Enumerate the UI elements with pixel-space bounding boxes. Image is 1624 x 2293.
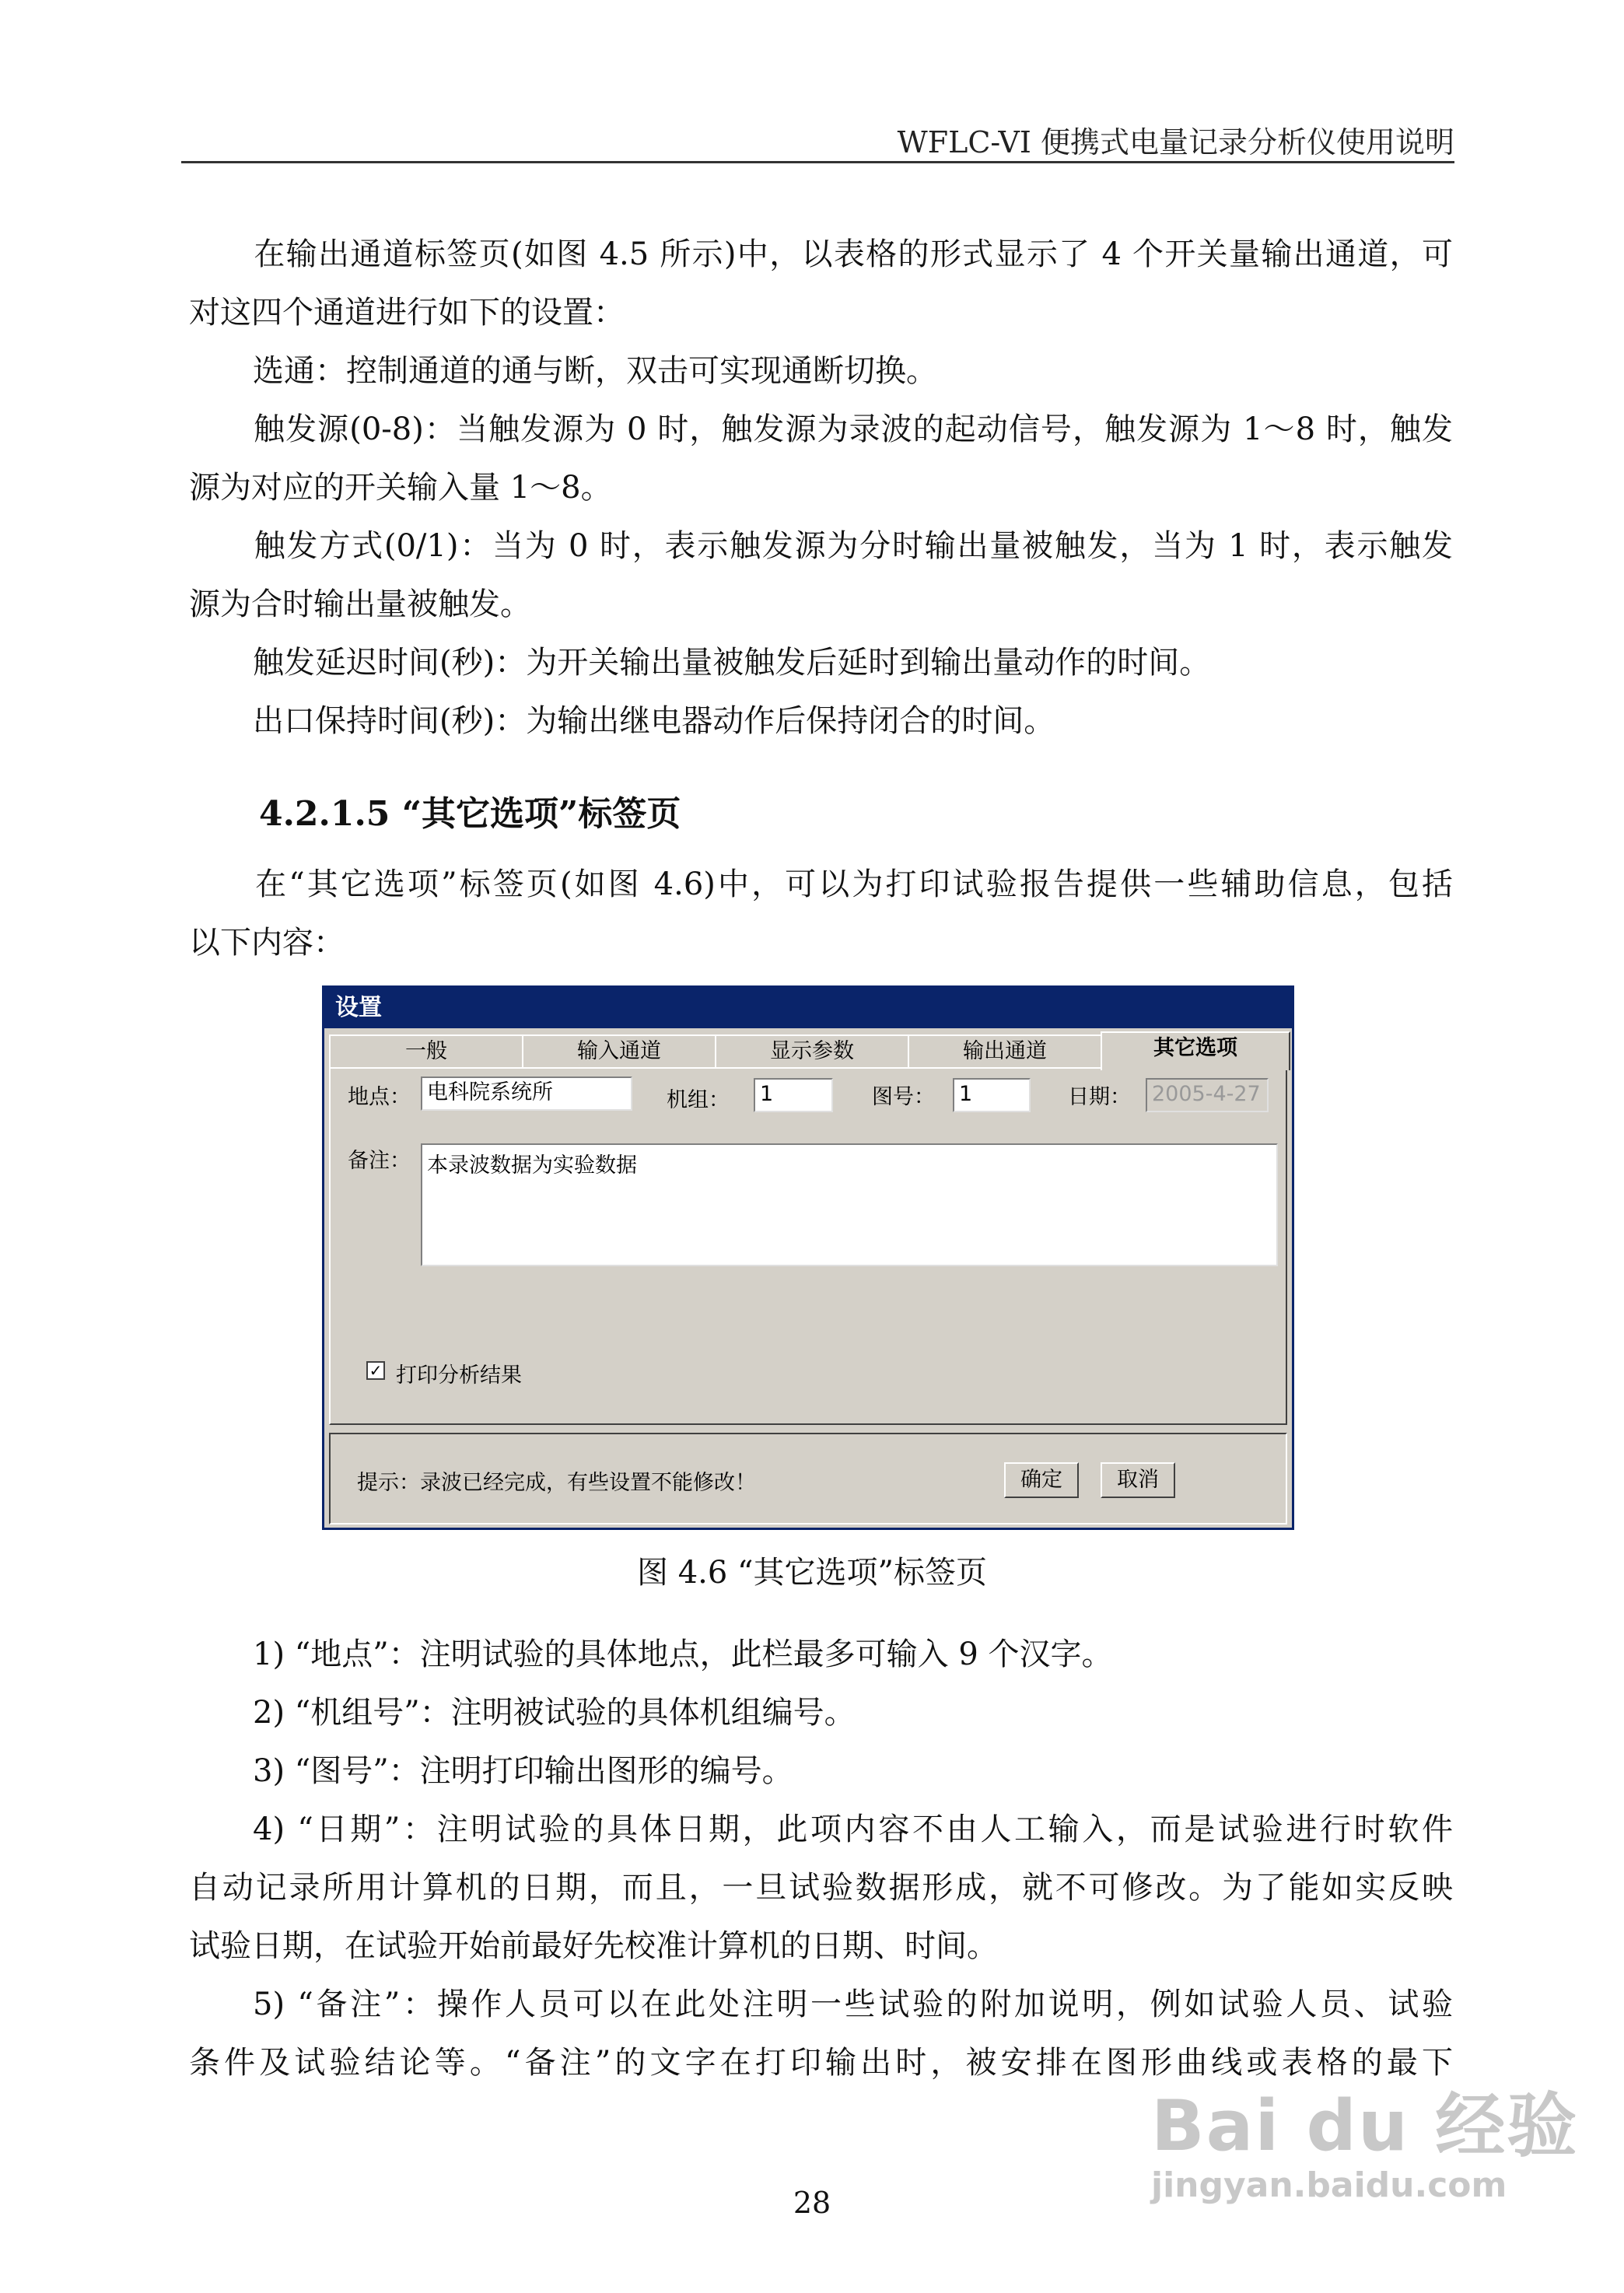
- date-label: 日期：: [1068, 1085, 1131, 1109]
- paragraph-2: 选通：控制通道的通与断，双击可实现通断切换。: [253, 353, 937, 389]
- tab-strip: [329, 1031, 1287, 1069]
- tab-other-options[interactable]: 其它选项: [1101, 1031, 1290, 1070]
- list-item-4b: 自动记录所用计算机的日期，而且，一旦试验数据形成，就不可修改。为了能如实反映: [189, 1870, 1453, 1906]
- watermark-url: jingyan.baidu.com: [1151, 2165, 1507, 2205]
- status-bar: [329, 1433, 1287, 1525]
- tab-general[interactable]: 一般: [329, 1034, 523, 1069]
- paragraph-1b: 对这四个通道进行如下的设置：: [189, 295, 625, 331]
- paragraph-1a: 在输出通道标签页(如图 4.5 所示)中，以表格的形式显示了 4 个开关量输出通道，可: [253, 236, 1453, 272]
- paragraph-5: 触发延迟时间(秒)：为开关输出量被触发后延时到输出量动作的时间。: [253, 645, 1211, 681]
- unit-input[interactable]: 1: [754, 1078, 833, 1112]
- list-item-3: 3) “图号”：注明打印输出图形的编号。: [253, 1753, 793, 1789]
- tab-input-channels[interactable]: 输入通道: [522, 1034, 716, 1069]
- running-header: WFLC-VI 便携式电量记录分析仪使用说明: [897, 125, 1454, 159]
- tab-output-channels[interactable]: 输出通道: [908, 1034, 1102, 1069]
- header-rule: [181, 161, 1454, 163]
- hint-text: 提示：录波已经完成，有些设置不能修改！: [357, 1471, 756, 1495]
- page-number: 28: [793, 2186, 831, 2220]
- paragraph-3a: 触发源(0-8)：当触发源为 0 时，触发源为录波的起动信号，触发源为 1～8 时，触发: [253, 411, 1453, 447]
- unit-label: 机组：: [667, 1088, 730, 1112]
- paragraph-7b: 以下内容：: [189, 925, 345, 961]
- date-input: 2005-4-27: [1146, 1078, 1269, 1112]
- settings-dialog: [322, 985, 1294, 1530]
- figno-input[interactable]: 1: [953, 1078, 1031, 1112]
- figure-caption: 图 4.6 “其它选项”标签页: [637, 1555, 987, 1591]
- list-item-5a: 5) “备注”：操作人员可以在此处注明一些试验的附加说明，例如试验人员、试验: [253, 1987, 1453, 2022]
- print-results-label: 打印分析结果: [396, 1364, 522, 1388]
- cancel-button[interactable]: 取消: [1101, 1462, 1175, 1498]
- location-label: 地点：: [348, 1085, 411, 1109]
- paragraph-6: 出口保持时间(秒)：为输出继电器动作后保持闭合的时间。: [253, 703, 1055, 739]
- list-item-4a: 4) “日期”：注明试验的具体日期，此项内容不由人工输入，而是试验进行时软件: [253, 1812, 1453, 1847]
- remark-label: 备注：: [348, 1149, 411, 1173]
- tab-panel: [329, 1067, 1287, 1425]
- baidu-watermark: [1151, 2069, 1578, 2205]
- list-item-5b: 条件及试验结论等。“备注”的文字在打印输出时，被安排在图形曲线或表格的最下: [189, 2045, 1453, 2081]
- paragraph-4a: 触发方式(0/1)：当为 0 时，表示触发源为分时输出量被触发，当为 1 时，表示触发: [253, 528, 1453, 564]
- paragraph-4b: 源为合时输出量被触发。: [189, 586, 531, 622]
- section-heading: 4.2.1.5 “其它选项”标签页: [259, 794, 681, 834]
- location-input[interactable]: 电科院系统所: [421, 1076, 632, 1111]
- print-results-checkbox[interactable]: ✓: [366, 1361, 385, 1380]
- watermark-brand: Bai du 经验: [1151, 2085, 1579, 2167]
- list-item-1: 1) “地点”：注明试验的具体地点，此栏最多可输入 9 个汉字。: [253, 1637, 1113, 1672]
- list-item-2: 2) “机组号”：注明被试验的具体机组编号。: [253, 1695, 856, 1731]
- remark-textarea[interactable]: 本录波数据为实验数据: [421, 1143, 1278, 1266]
- paragraph-3b: 源为对应的开关输入量 1～8。: [189, 470, 612, 506]
- dialog-title: 设置: [324, 988, 1292, 1028]
- list-item-4c: 试验日期，在试验开始前最好先校准计算机的日期、时间。: [189, 1928, 998, 1964]
- tab-display-params[interactable]: 显示参数: [715, 1034, 909, 1069]
- paragraph-7a: 在“其它选项”标签页(如图 4.6)中，可以为打印试验报告提供一些辅助信息，包括: [253, 866, 1453, 902]
- ok-button[interactable]: 确定: [1004, 1462, 1079, 1498]
- figno-label: 图号：: [872, 1085, 935, 1109]
